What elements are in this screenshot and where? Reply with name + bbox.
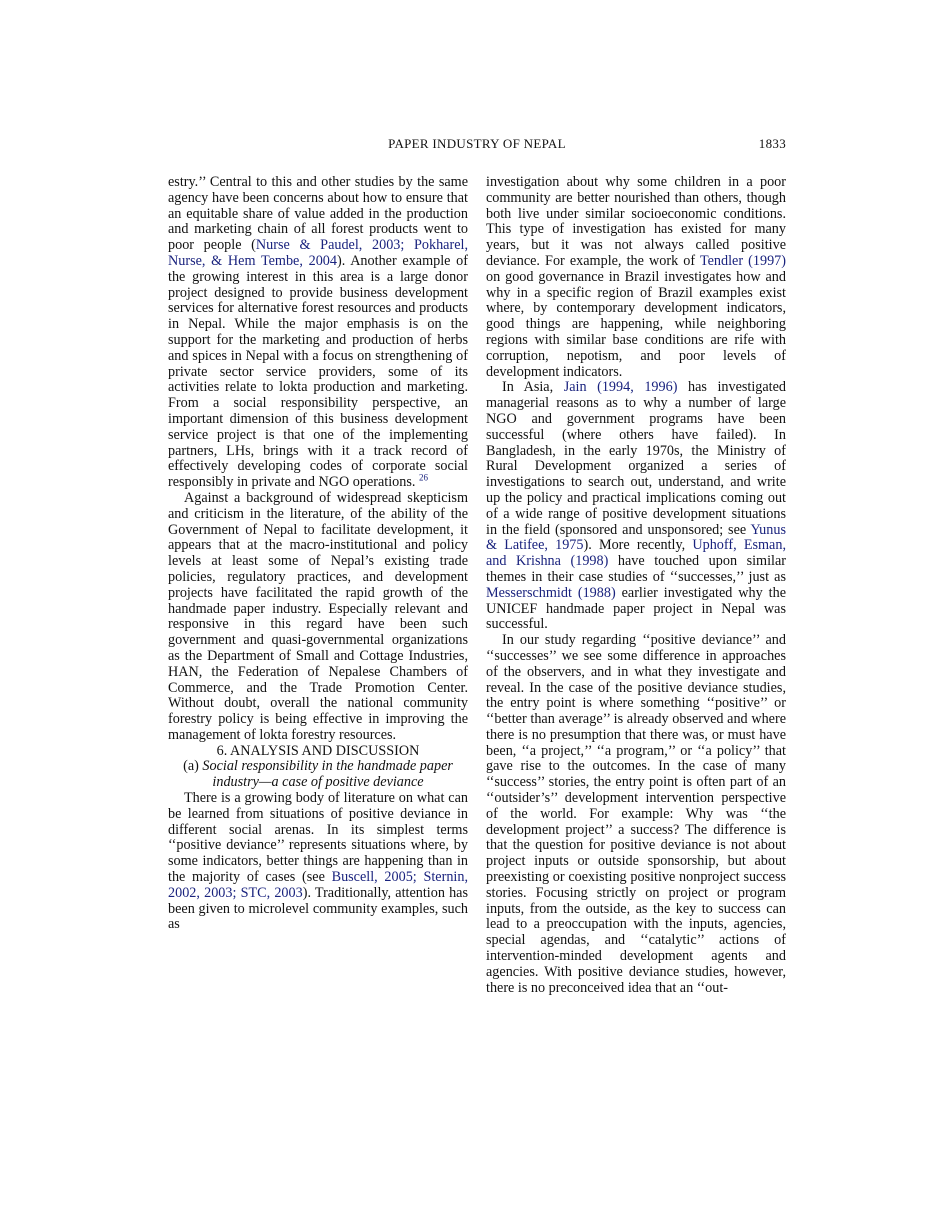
text-run: on good governance in Brazil investigates how and why in a specific region of Brazil examples exist where, by contemporary development indicators, good things are happening, while neighboring regions with similar base conditions are rife with corruption, nepotism, and poor levels of development indicators. [486, 268, 786, 380]
left-paragraph-1 [168, 175, 468, 491]
text-run: earlier investigated why the UNICEF handmade paper project in Nepal was successful. [486, 584, 786, 633]
citation-link[interactable]: Uphoff, Esman, and Krishna (1998) [486, 537, 786, 570]
running-header [168, 136, 786, 156]
text-run: ). Another example of the growing interest in this area is a large donor project designed to provide business development services for alternative forest resources and products in Nepal. While the major emphasis is on the support for the marketing and production of herbs and spices in Nepal with a focus on strengthening of private sector service providers, some of its activities relate to lokta production and marketing. From a social responsibility perspective, an important dimension of this business development service project is that one of the implementing partners, LHs, brings with it a track record of effectively developing codes of corporate social responsibly in private and NGO operations. [168, 252, 468, 491]
left-paragraph-3 [168, 791, 468, 933]
citation-link[interactable]: Tendler (1997) [699, 252, 787, 269]
section-heading: 6. ANALYSIS AND DISCUSSION [216, 742, 420, 759]
right-paragraph-1 [486, 175, 786, 380]
left-paragraph-2: Against a background of widespread skepticism and criticism in the literature, of the ability of the Government of Nepal to facilitate development, it appears that at the macro-institutional and policy levels at least some of Nepal’s existing trade policies, regulatory practices, and development projects have facilitated the rapid growth of the handmade paper industry. Especially relevant and responsive in this regard have been such government and quasi-governmental organizations as the Department of Small and Cottage Industries, HAN, the Federation of Nepalese Chambers of Commerce, and the Trade Promotion Center. Without doubt, overall the national community forestry policy is being effective in improving the management of lokta forestry resources. [168, 489, 468, 743]
text-run: ). Traditionally, attention has been given to microlevel community examples, such as [168, 884, 469, 933]
citation-link[interactable]: Yunus & Latifee, 1975 [486, 521, 786, 554]
text-run: estry.’’ Central to this and other studies by the same agency have been concerns about how to ensure that an equitable share of value added in the production and marketing chain of all forest products went to poor people ( [168, 174, 468, 254]
subsection-heading [168, 759, 468, 791]
running-title: PAPER INDUSTRY OF NEPAL [388, 136, 566, 151]
subsection-label: (a) [183, 758, 199, 775]
citation-link[interactable]: Nurse & Paudel, 2003; Pokharel, Nurse, & Hem Tembe, 2004 [168, 237, 468, 269]
subsection-title: Social responsibility in the handmade paper industry—a case of positive deviance [202, 758, 453, 791]
footnote-marker[interactable]: 26 [419, 472, 428, 483]
text-run: investigation about why some children in a poor community are better nourished than others, though both live under similar socioeconomic conditions. This type of investigation has existed for many years, but it was not always called positive deviance. For example, the work of [486, 174, 786, 269]
citation-link[interactable]: Jain (1994, 1996) [563, 379, 678, 396]
right-paragraph-2 [486, 380, 786, 633]
text-run: has investigated managerial reasons as to why a number of large NGO and government programs have been successful (where others have failed). In Bangladesh, in the early 1970s, the Ministry of Rural Development organized a series of investigations to search out, understand, and write up the policy and practical implications coming out of a wide range of positive development situations in the field (sponsored and unsponsored; see [486, 379, 786, 538]
right-paragraph-3: In our study regarding ‘‘positive deviance’’ and ‘‘successes’’ we see some difference in approaches of the observers, and in what they investigate and reveal. In the case of the positive deviance studies, the entry point is where something ‘‘positive’’ or ‘‘better than average’’ is already observed and where there is no presumption that there was, or must have been, ‘‘a project,’’ ‘‘a program,’’ or ‘‘a policy’’ that gave rise to the outcomes. In the case of many ‘‘success’’ stories, the entry point is often part of an ‘‘outsider’s’’ development intervention perspective of the world. For example: Why was ‘‘the development project’’ a success? The difference is that the question for positive deviance is not about project inputs or outside sponsorship, but about preexisting or coexisting positive nonproject success stories. Focusing strictly on project or program inputs, from the outside, as the key to success can lead to a preoccupation with the inputs, agencies, special agendas, and ‘‘catalytic’’ actions of intervention-minded development agents and agencies. With positive deviance studies, however, there is no preconceived idea that an ‘‘out- [486, 632, 786, 996]
right-column [486, 175, 786, 996]
citation-link[interactable]: Buscell, 2005; Sternin, 2002, 2003; STC, 2003 [168, 869, 469, 901]
citation-link[interactable]: Messerschmidt (1988) [486, 584, 616, 601]
text-run: There is a growing body of literature on what can be learned from situations of positive deviance in different social arenas. In its simplest terms ‘‘positive deviance’’ represents situations where, by some indicators, better things are happening than in the majority of cases (see [168, 790, 468, 886]
text-run: have touched upon similar themes in their case studies of ‘‘successes,’’ just as [486, 553, 786, 585]
text-run: In Asia, [502, 379, 564, 396]
left-column [168, 175, 468, 933]
text-run: ). More recently, [583, 537, 693, 554]
page-number: 1833 [758, 136, 786, 151]
